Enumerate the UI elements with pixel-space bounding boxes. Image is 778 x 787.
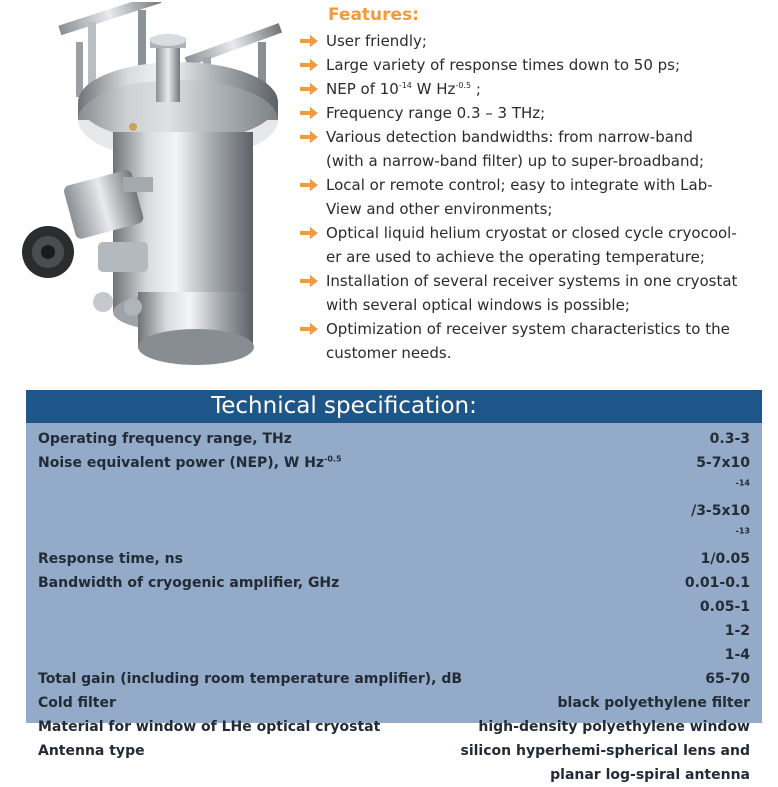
arrow-right-icon xyxy=(300,323,318,335)
spec-table xyxy=(26,390,762,783)
feature-item xyxy=(298,77,768,101)
spec-title: Technical specification: xyxy=(26,390,762,423)
feature-item: Optical liquid helium cryostat or closed cycle cryocool- er are used to achieve the operating temperature; xyxy=(298,221,768,269)
spec-row: Bandwidth of cryogenic amplifier, GHz 0.01-0.1 0.05-1 1-2 1-4 xyxy=(38,575,750,663)
feature-item: Installation of several receiver systems in one cryostat with several optical windows is possible; xyxy=(298,269,768,317)
feature-list xyxy=(298,29,768,365)
spec-row: Response time, ns 1/0.05 xyxy=(38,551,750,567)
arrow-right-icon xyxy=(300,107,318,119)
feature-item: User friendly; xyxy=(298,29,768,53)
arrow-right-icon xyxy=(300,35,318,47)
arrow-right-icon xyxy=(300,131,318,143)
spec-row: Cold filter black polyethylene filter xyxy=(38,695,750,711)
feature-item: Frequency range 0.3 – 3 THz; xyxy=(298,101,768,125)
arrow-right-icon xyxy=(300,275,318,287)
spec-row: Noise equivalent power (NEP), W $Hz^{-0.5}$ 5-7x10 $^{-14}$ /3-5x10 $^{-13}$ xyxy=(38,454,750,536)
nep-feature-text: NEP of $10^{-14}$ W $Hz^{-0.5}$ ; xyxy=(326,80,481,98)
arrow-right-icon xyxy=(300,83,318,95)
features-section xyxy=(298,4,768,365)
feature-item: Local or remote control; easy to integrate with Lab- View and other environments; xyxy=(298,173,768,221)
cryostat-image xyxy=(18,2,293,370)
spec-row: Total gain (including room temperature amplifier), dB 65-70 xyxy=(38,671,750,687)
features-title: Features: xyxy=(328,5,419,25)
feature-item: Optimization of receiver system characteristics to the customer needs. xyxy=(298,317,768,365)
feature-item: Various detection bandwidths: from narrow-band (with a narrow-band filter) up to super-broadband; xyxy=(298,125,768,173)
spec-row: Antenna type silicon hyperhemi-spherical lens and planar log-spiral antenna xyxy=(38,743,750,783)
spec-row: Operating frequency range, THz 0.3-3 xyxy=(38,431,750,447)
spec-body xyxy=(26,423,762,787)
arrow-right-icon xyxy=(300,179,318,191)
spec-row: Material for window of LHe optical cryostat high-density polyethylene window xyxy=(38,719,750,735)
arrow-right-icon xyxy=(300,227,318,239)
arrow-right-icon xyxy=(300,59,318,71)
feature-item: Large variety of response times down to 50 ps; xyxy=(298,53,768,77)
